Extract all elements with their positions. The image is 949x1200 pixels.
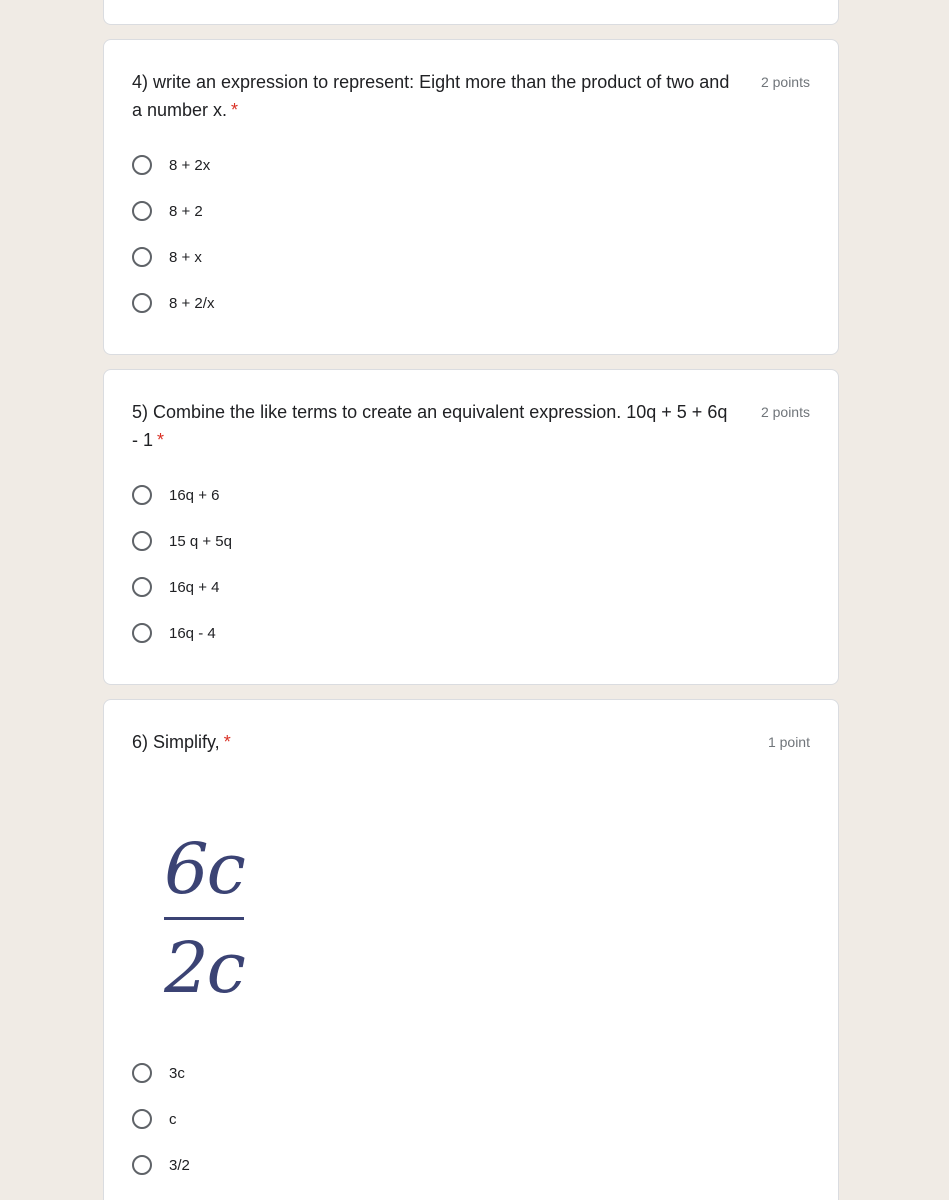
- radio-button[interactable]: [132, 623, 152, 643]
- radio-button[interactable]: [132, 155, 152, 175]
- option-label: 15 q + 5q: [169, 532, 232, 550]
- question-card-5: [103, 369, 839, 685]
- answer-option[interactable]: [132, 1050, 190, 1096]
- answer-option[interactable]: [132, 1142, 190, 1188]
- radio-button[interactable]: [132, 1063, 152, 1083]
- radio-button[interactable]: [132, 293, 152, 313]
- answer-options: [132, 1050, 190, 1200]
- answer-option[interactable]: [132, 1096, 190, 1142]
- answer-option[interactable]: [132, 564, 232, 610]
- question-card-4: [103, 39, 839, 355]
- option-label: 8 + 2: [169, 202, 203, 220]
- radio-button[interactable]: [132, 485, 152, 505]
- previous-question-card: [103, 0, 839, 25]
- fraction-numerator: 6c: [164, 828, 244, 910]
- answer-option[interactable]: [132, 610, 232, 656]
- option-label: 16q + 6: [169, 486, 220, 504]
- option-label: 16q - 4: [169, 624, 216, 642]
- option-label: 16q + 4: [169, 578, 220, 596]
- question-card-6: [103, 699, 839, 1200]
- answer-option[interactable]: [132, 280, 214, 326]
- required-asterisk: *: [223, 732, 231, 752]
- option-label: 8 + x: [169, 248, 202, 266]
- answer-option[interactable]: [132, 142, 214, 188]
- radio-button[interactable]: [132, 1155, 152, 1175]
- radio-button[interactable]: [132, 577, 152, 597]
- fraction-denominator: 2c: [164, 927, 244, 1009]
- question-title: 5) Combine the like terms to create an equivalent expression. 10q + 5 + 6q - 1 *: [132, 402, 728, 450]
- required-asterisk: *: [231, 100, 239, 120]
- question-title: 4) write an expression to represent: Eight more than the product of two and a number x. *: [132, 72, 730, 120]
- option-label: 3c: [169, 1064, 185, 1082]
- radio-button[interactable]: [132, 247, 152, 267]
- fraction-bar: [164, 917, 244, 920]
- question-points: 2 points: [760, 404, 810, 420]
- answer-option[interactable]: [132, 1188, 190, 1200]
- radio-button[interactable]: [132, 201, 152, 221]
- option-label: 8 + 2/x: [169, 294, 215, 312]
- question-points: 1 point: [767, 734, 810, 750]
- answer-option[interactable]: [132, 518, 232, 564]
- question-points: 2 points: [760, 74, 810, 90]
- option-label: c: [169, 1110, 177, 1128]
- answer-option[interactable]: [132, 188, 214, 234]
- question-title: 6) Simplify, *: [132, 732, 231, 752]
- fraction-image: [164, 825, 244, 1012]
- option-label: 3/2: [169, 1156, 190, 1174]
- option-label: 8 + 2x: [169, 156, 211, 174]
- answer-option[interactable]: [132, 472, 232, 518]
- required-asterisk: *: [157, 430, 165, 450]
- answer-options: [132, 472, 232, 656]
- answer-options: [132, 142, 214, 326]
- question-header: [132, 68, 810, 124]
- radio-button[interactable]: [132, 1109, 152, 1129]
- question-header: [132, 398, 810, 454]
- answer-option[interactable]: [132, 234, 214, 280]
- radio-button[interactable]: [132, 531, 152, 551]
- question-header: [132, 728, 810, 756]
